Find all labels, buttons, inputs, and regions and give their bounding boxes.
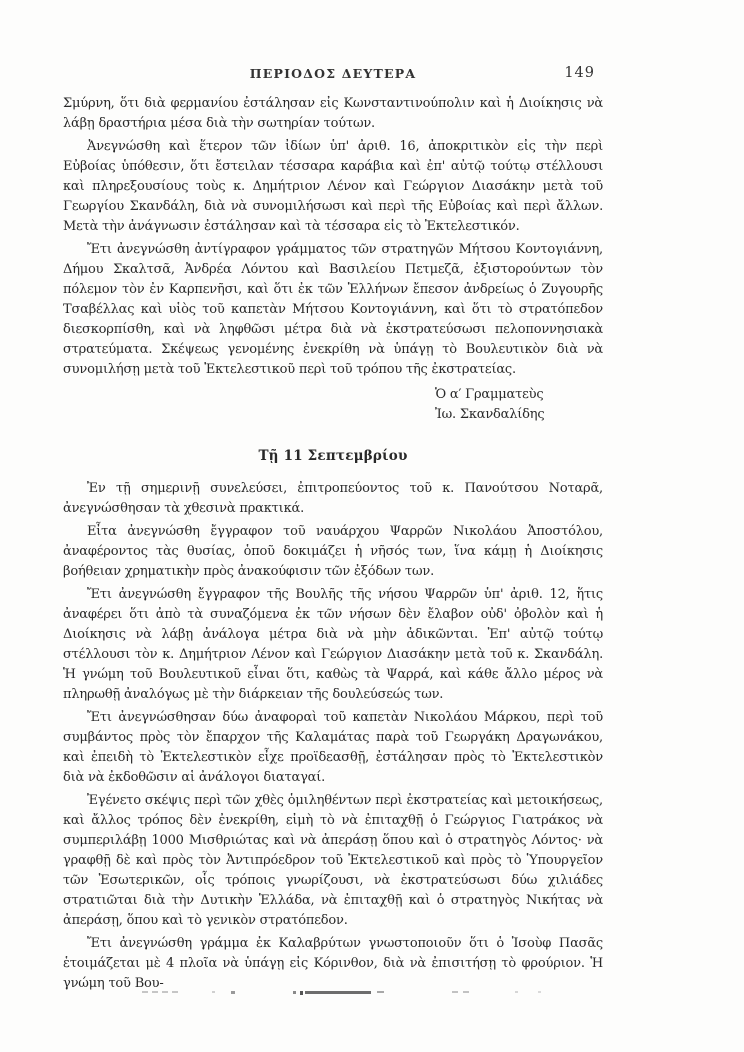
scan-artifact-rule xyxy=(305,991,371,994)
scan-artifact-line xyxy=(0,990,744,994)
paragraph: Ἐν τῇ σημερινῇ συνελεύσει, ἐπιτροπεύοντος τοῦ κ. Πανούτσου Νοταρᾶ, ἀνεγνώσθησαν τὰ χθεσινὰ πρακτικά. xyxy=(63,481,603,516)
scan-artifact-dot xyxy=(293,991,296,994)
paragraph: Ἀνεγνώσθη καὶ ἕτερον τῶν ἰδίων ὑπ' ἀριθ. 16, ἀποκριτικὸν εἰς τὴν περὶ Εὐβοίας ὑπόθεσιν, ὅτι ἔστειλαν τέσσαρα καράβια καὶ ἐπ' αὐτῷ τούτῳ στέλλουσι καὶ πληρεξουσίους τοὺς κ. Δημήτριον Λένον καὶ Γεώργιον Διασάκην μετὰ τοῦ Γεωργίου Σκανδάλη, διὰ νὰ συνομιλήσωσι καὶ περὶ τῆς Εὐβοίας καὶ περὶ ἄλλων. Μετὰ τὴν ἀνάγνωσιν ἐστάλησαν καὶ τὰ τέσσαρα εἰς τὸ Ἐκτελεστικόν. xyxy=(63,139,603,234)
scan-artifact-dot xyxy=(300,991,303,995)
scan-artifact-dot xyxy=(377,991,384,993)
paragraph: Ἔτι ἀνεγνώσθησαν δύω ἀναφοραὶ τοῦ καπετὰν Νικολάου Μάρκου, περὶ τοῦ συμβάντος πρὸς τὸν ἔπαρχον τῆς Καλαμάτας παρὰ τοῦ Γεωργάκη Δραγωνάκου, καὶ ἐπειδὴ τὸ Ἐκτελεστικὸν εἶχε προϊδεασθῇ, ἐστάλησαν πρὸς τὸ Ἐκτελεστικὸν διὰ νὰ ἐκδοθῶσιν αἱ ἀνάλογοι διαταγαί. xyxy=(63,710,603,785)
paragraph: Εἶτα ἀνεγνώσθη ἔγγραφον τοῦ ναυάρχου Ψαρρῶν Νικολάου Ἀποστόλου, ἀναφέροντος τὰς θυσίας, ὁποῦ δοκιμάζει ἡ νῆσός των, ἵνα κάμῃ ἡ Διοίκησις βοήθειαν χρηματικὴν πρὸς ἀνακούφισιν τῶν ἐξόδων των. xyxy=(63,524,603,579)
session-date-heading: Τῇ 11 Σεπτεμβρίου xyxy=(258,448,408,464)
scan-artifact-dot xyxy=(231,991,235,994)
signature-block xyxy=(435,385,603,425)
scan-artifact-dot xyxy=(515,991,518,993)
scan-artifact-dash xyxy=(142,991,178,993)
signature-name: Ἰω. Σκανδαλίδης xyxy=(435,407,545,422)
paragraph-continuation: Σμύρνη, ὅτι διὰ φερμανίου ἐστάλησαν εἰς Κωνσταντινούπολιν καὶ ἡ Διοίκησις νὰ λάβῃ δραστήρια μέσα διὰ τὴν σωτηρίαν τούτων. xyxy=(63,96,603,131)
scan-artifact-dash xyxy=(452,991,469,993)
paragraph: Ἔτι ἀνεγνώσθη ἀντίγραφον γράμματος τῶν στρατηγῶν Μήτσου Κοντογιάννη, Δήμου Σκαλτσᾶ, Ἀνδρέα Λόντου καὶ Βασιλείου Πετμεζᾶ, ἐξιστορούντων τὸν πόλεμον τὸν ἐν Καρπενῆσι, καὶ ὅτι ἐκ τῶν Ἑλλήνων ἔπεσον ἀνδρείως ὁ Ζυγουρῆς Τσαβέλλας καὶ υἱὸς τοῦ καπετὰν Μήτσου Κοντογιάννη, καὶ ὅτι τὸ στρατόπεδον διεσκορπίσθη, καὶ νὰ ληφθῶσι μέτρα διὰ νὰ ἐκστρατεύσωσι πελοποννησιακὰ στρατεύματα. Σκέψεως γενομένης ἐνεκρίθη νὰ ὑπάγῃ τὸ Βουλευτικὸν διὰ νὰ συνομιλήσῃ μετὰ τοῦ Ἐκτελεστικοῦ περὶ τοῦ τρόπου τῆς ἐκστρατείας. xyxy=(63,242,603,377)
text-block xyxy=(63,94,603,994)
running-header-title: ΠΕΡΙΟΔΟΣ ΔΕΥΤΕΡΑ xyxy=(249,66,417,81)
session-paragraphs xyxy=(63,479,603,994)
paragraph: Ἔτι ἀνεγνώσθη ἔγγραφον τῆς Βουλῆς τῆς νήσου Ψαρρῶν ὑπ' ἀριθ. 12, ἥτις ἀναφέρει ὅτι ἀπὸ τὰ συναζόμενα ἐκ τῶν νήσων δὲν ἔλαβον οὐδ' ὀβολὸν καὶ ἡ Διοίκησις νὰ λάβῃ ἀνάλογα μέτρα διὰ νὰ μὴν ἀδικῶνται. Ἐπ' αὐτῷ τούτῳ στέλλουσι τὸν κ. Δημήτριον Λένον καὶ Γεώργιον Διασάκην μετὰ τοῦ κ. Σκανδάλη. Ἡ γνώμη τοῦ Βουλευτικοῦ εἶναι ὅτι, καθὼς τὰ Ψαρρά, καὶ κάθε ἄλλο μέρος νὰ πληρωθῇ ἀναλόγως μὲ τὴν διάρκειαν τῆς δουλεύσεώς των. xyxy=(63,587,603,702)
paragraph: Ἐγένετο σκέψις περὶ τῶν χθὲς ὁμιληθέντων περὶ ἐκστρατείας καὶ μετοικήσεως, καὶ ἄλλος τρόπος δὲν ἐνεκρίθη, εἰμὴ τὸ νὰ ἐπιταχθῇ ὁ Γεώργιος Γιατράκος νὰ συμπεριλάβῃ 1000 Μισθριώτας καὶ νὰ ἀπεράσῃ ὅπου καὶ ὁ στρατηγὸς Λόντος· νὰ γραφθῇ δὲ καὶ πρὸς τὸν Ἀντιπρόεδρον τοῦ Ἐκτελεστικοῦ καὶ πρὸς τὸ Ὑπουργεῖον τῶν Ἐσωτερικῶν, οἷς τρόποις γνωρίζουσι, νὰ ἐκστρατεύσωσι δύω χιλιάδες στρατιῶται διὰ τὴν Δυτικὴν Ἑλλάδα, νὰ ἐπιταχθῇ καὶ ὁ στρατηγὸς Νικήτας νὰ ἀπεράσῃ, ὅπου καὶ τὸ γενικὸν στρατόπεδον. xyxy=(63,793,603,928)
scan-artifact-dot xyxy=(212,991,215,993)
paragraph: Ἔτι ἀνεγνώσθη γράμμα ἐκ Καλαβρύτων γνωστοποιοῦν ὅτι ὁ Ἰσοὺφ Πασᾶς ἑτοιμάζεται μὲ 4 πλοῖα νὰ ὑπάγῃ εἰς Κόρινθον, διὰ νὰ ἐπισιτήσῃ τὸ φρούριον. Ἡ γνώμη τοῦ Βου- xyxy=(63,936,603,991)
page-number: 149 xyxy=(564,65,595,81)
scan-artifact-dot xyxy=(538,991,541,993)
signature-role: Ὁ α′ Γραμματεὺς xyxy=(435,387,544,402)
running-header xyxy=(63,66,603,84)
